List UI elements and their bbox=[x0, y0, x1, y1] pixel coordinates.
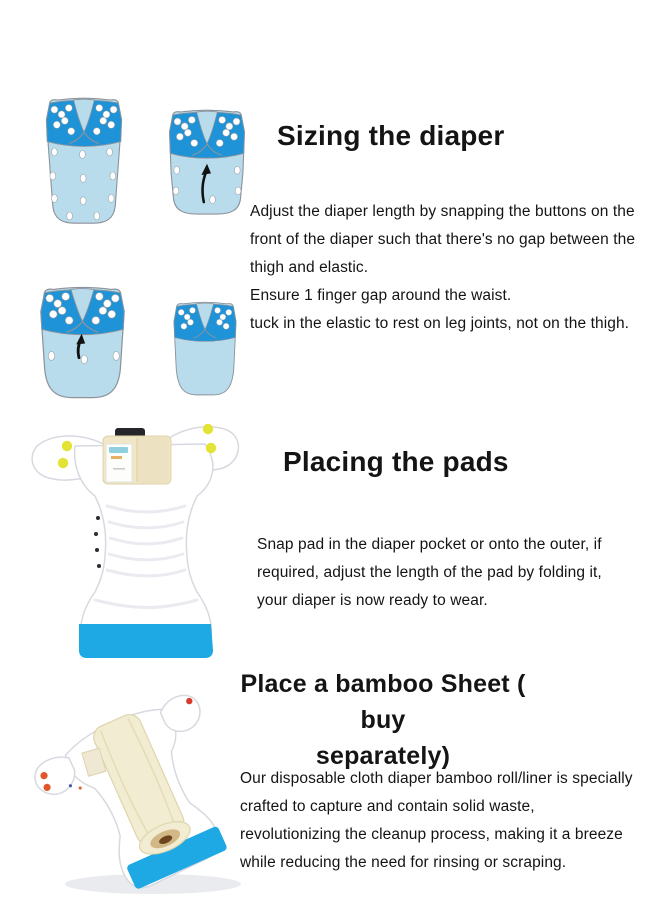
bamboo-line: while reducing the need for rinsing or scraping. bbox=[240, 854, 567, 871]
diaper-cartoon-smallest bbox=[172, 300, 238, 400]
bamboo-line: crafted to capture and contain solid waste, bbox=[240, 798, 535, 815]
diaper-photo-with-pad bbox=[25, 420, 245, 660]
pocket-print-specks bbox=[94, 516, 101, 568]
brand-tag bbox=[106, 444, 132, 482]
sizing-instructions bbox=[250, 198, 635, 338]
sizing-line: Adjust the diaper length by snapping the buttons on the bbox=[250, 203, 635, 220]
sizing-line: thigh and elastic. bbox=[250, 259, 369, 276]
sizing-line: tuck in the elastic to rest on leg joints, not on the thigh. bbox=[250, 315, 630, 332]
bamboo-title-line: separately) bbox=[315, 742, 451, 770]
blue-waistband bbox=[79, 624, 213, 658]
diaper-cartoon-snapped-short bbox=[167, 108, 247, 218]
sizing-line: Ensure 1 finger gap around the waist. bbox=[250, 287, 512, 304]
bamboo-line: revolutionizing the cleanup process, making it a breeze bbox=[240, 826, 623, 843]
bamboo-line: Our disposable cloth diaper bamboo roll/liner is specially bbox=[240, 770, 633, 787]
diaper-cartoon-unfolded-large bbox=[44, 96, 124, 228]
placing-instructions bbox=[257, 531, 602, 615]
placing-line: your diaper is now ready to wear. bbox=[257, 592, 488, 609]
bamboo-title-line: Place a bamboo Sheet ( buy bbox=[240, 670, 526, 734]
bamboo-description bbox=[240, 765, 633, 877]
placing-title: Placing the pads bbox=[283, 446, 509, 477]
placing-line: required, adjust the length of the pad by folding it, bbox=[257, 564, 602, 581]
diaper-cartoon-medium-arrow bbox=[38, 285, 127, 402]
bamboo-title bbox=[233, 666, 533, 774]
sizing-title: Sizing the diaper bbox=[277, 120, 505, 151]
sizing-line: front of the diaper such that there's no gap between the bbox=[250, 231, 636, 248]
placing-line: Snap pad in the diaper pocket or onto the outer, if bbox=[257, 536, 602, 553]
diaper-photo-with-bamboo-roll bbox=[25, 688, 255, 896]
